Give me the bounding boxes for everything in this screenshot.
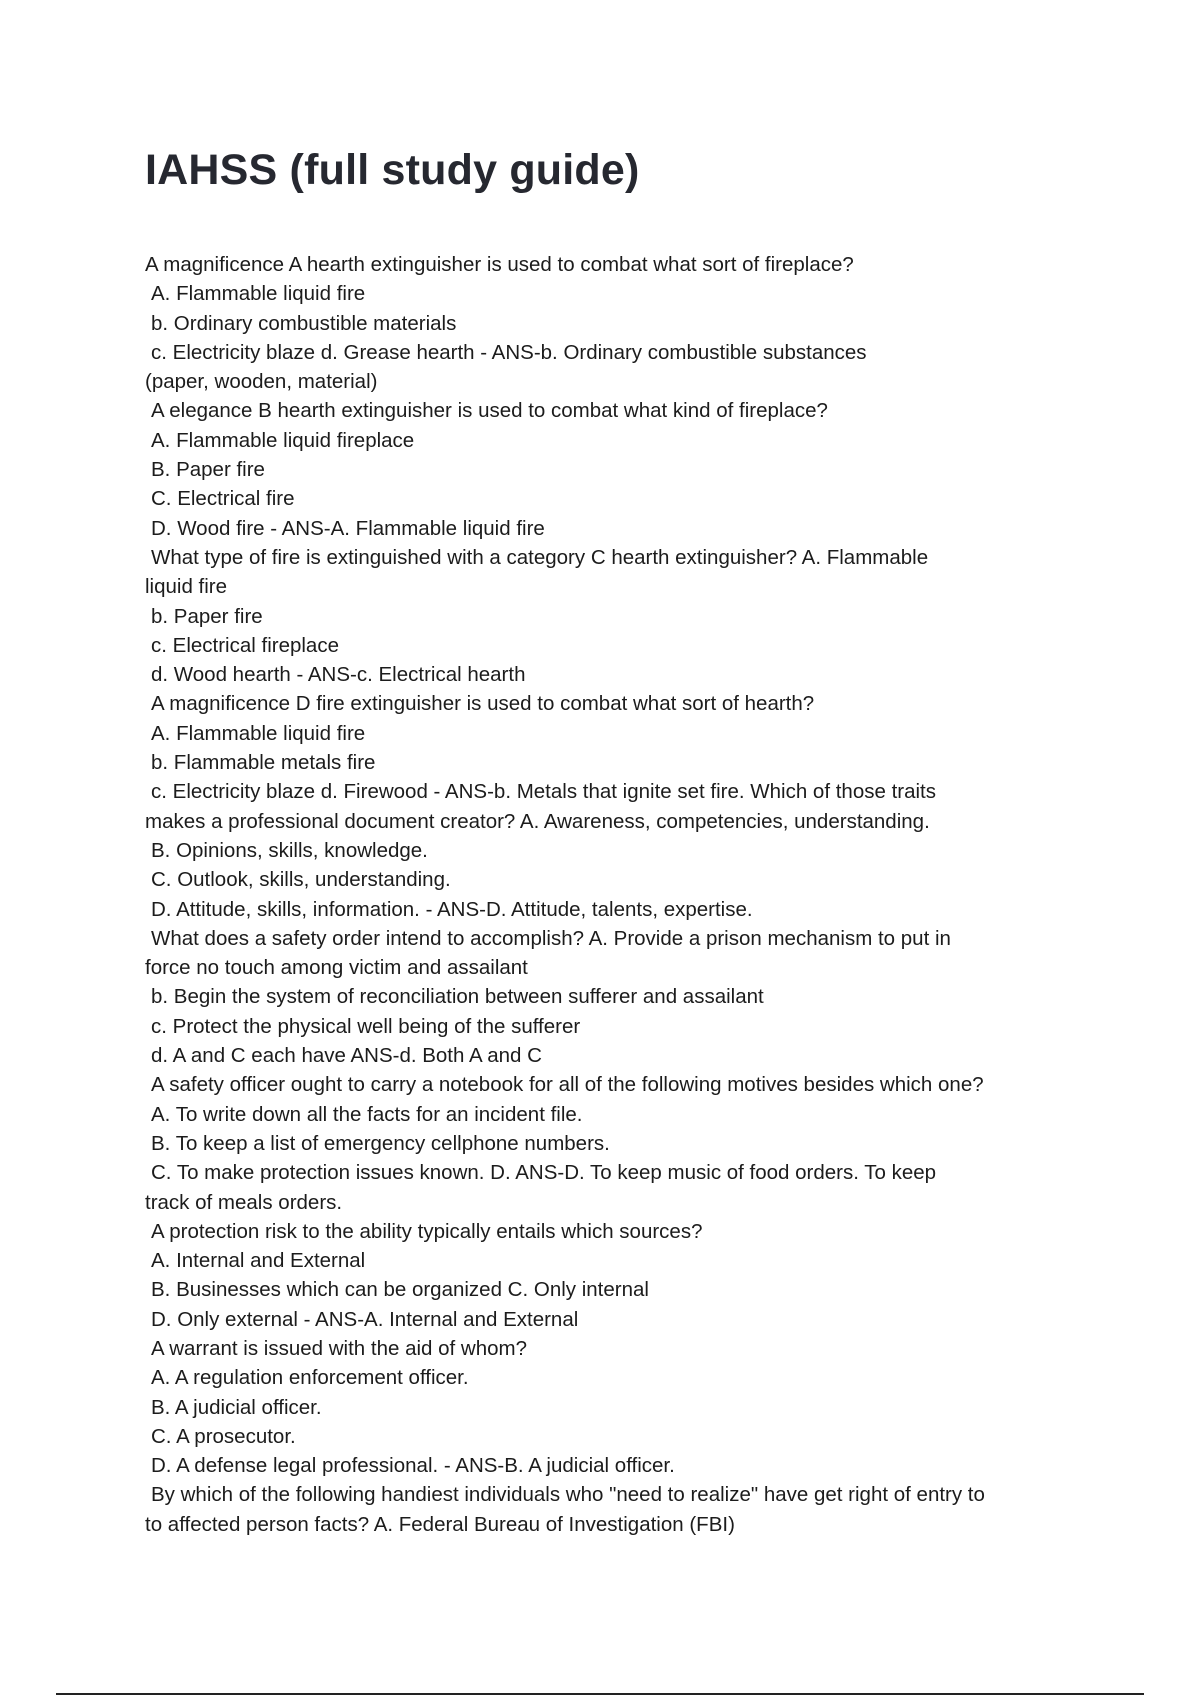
text-line: A magnificence D fire extinguisher is used to combat what sort of hearth?	[151, 692, 815, 716]
text-line: D. Only external - ANS-A. Internal and External	[151, 1307, 579, 1331]
text-line: A elegance B hearth extinguisher is used to combat what kind of fireplace?	[151, 399, 828, 423]
text-line: liquid fire	[145, 575, 228, 599]
text-line: A protection risk to the ability typically entails which sources?	[151, 1219, 703, 1243]
text-line: A magnificence A hearth extinguisher is used to combat what sort of fireplace?	[145, 253, 854, 276]
text-line: A. Internal and External	[151, 1249, 366, 1273]
text-line: A warrant is issued with the aid of whom?	[151, 1336, 528, 1360]
text-line: A. To write down all the facts for an incident file.	[151, 1102, 583, 1126]
text-line: c. Electricity blaze d. Firewood - ANS-b. Metals that ignite set fire. Which of those traits	[151, 780, 936, 804]
text-line: By which of the following handiest individuals who "need to realize" have get right of entry to	[151, 1483, 985, 1507]
text-line: A. Flammable liquid fire	[151, 282, 366, 306]
text-line: B. To keep a list of emergency cellphone numbers.	[151, 1131, 610, 1155]
text-line: B. Opinions, skills, knowledge.	[151, 838, 428, 862]
text-line: What type of fire is extinguished with a category C hearth extinguisher? A. Flammable	[151, 545, 929, 569]
text-line: b. Ordinary combustible materials	[151, 311, 457, 335]
text-line: C. Electrical fire	[151, 487, 295, 511]
text-line: A. A regulation enforcement officer.	[151, 1366, 469, 1390]
text-line: b. Flammable metals fire	[151, 751, 376, 775]
text-line: A. Flammable liquid fireplace	[151, 428, 415, 452]
text-line: D. Attitude, skills, information. - ANS-D. Attitude, talents, expertise.	[151, 897, 753, 921]
text-line: track of meals orders.	[145, 1190, 343, 1214]
text-line: A. Flammable liquid fire	[151, 721, 366, 745]
text-line: A safety officer ought to carry a notebook for all of the following motives besides which one?	[151, 1073, 984, 1097]
text-line: to affected person facts? A. Federal Bureau of Investigation (FBI)	[145, 1512, 735, 1536]
text-line: force no touch among victim and assailant	[145, 956, 528, 980]
text-line: B. Businesses which can be organized C. Only internal	[151, 1278, 649, 1302]
page-title: IAHSS (full study guide)	[145, 146, 640, 194]
text-line: What does a safety order intend to accomplish? A. Provide a prison mechanism to put in	[151, 926, 951, 950]
text-line: C. A prosecutor.	[151, 1424, 296, 1448]
text-line: d. A and C each have ANS-d. Both A and C	[151, 1044, 542, 1068]
footer-divider	[56, 1693, 1144, 1695]
text-line: D. A defense legal professional. - ANS-B. A judicial officer.	[151, 1454, 675, 1478]
text-line: d. Wood hearth - ANS-c. Electrical hearth	[151, 663, 526, 687]
text-line: B. Paper fire	[151, 458, 265, 482]
text-line: c. Electrical fireplace	[151, 633, 339, 657]
text-line: c. Electricity blaze d. Grease hearth - ANS-b. Ordinary combustible substances	[151, 340, 867, 364]
text-line: (paper, wooden, material)	[145, 370, 378, 394]
text-line: b. Begin the system of reconciliation between sufferer and assailant	[151, 985, 764, 1009]
text-line: b. Paper fire	[151, 604, 263, 628]
text-line: C. To make protection issues known. D. ANS-D. To keep music of food orders. To keep	[151, 1161, 937, 1185]
text-line: c. Protect the physical well being of the sufferer	[151, 1014, 581, 1038]
study-guide-body	[145, 250, 1065, 1539]
text-line: makes a professional document creator? A. Awareness, competencies, understanding.	[145, 809, 930, 833]
text-line: C. Outlook, skills, understanding.	[151, 868, 451, 892]
text-line: D. Wood fire - ANS-A. Flammable liquid fire	[151, 516, 545, 540]
text-line: B. A judicial officer.	[151, 1395, 322, 1419]
